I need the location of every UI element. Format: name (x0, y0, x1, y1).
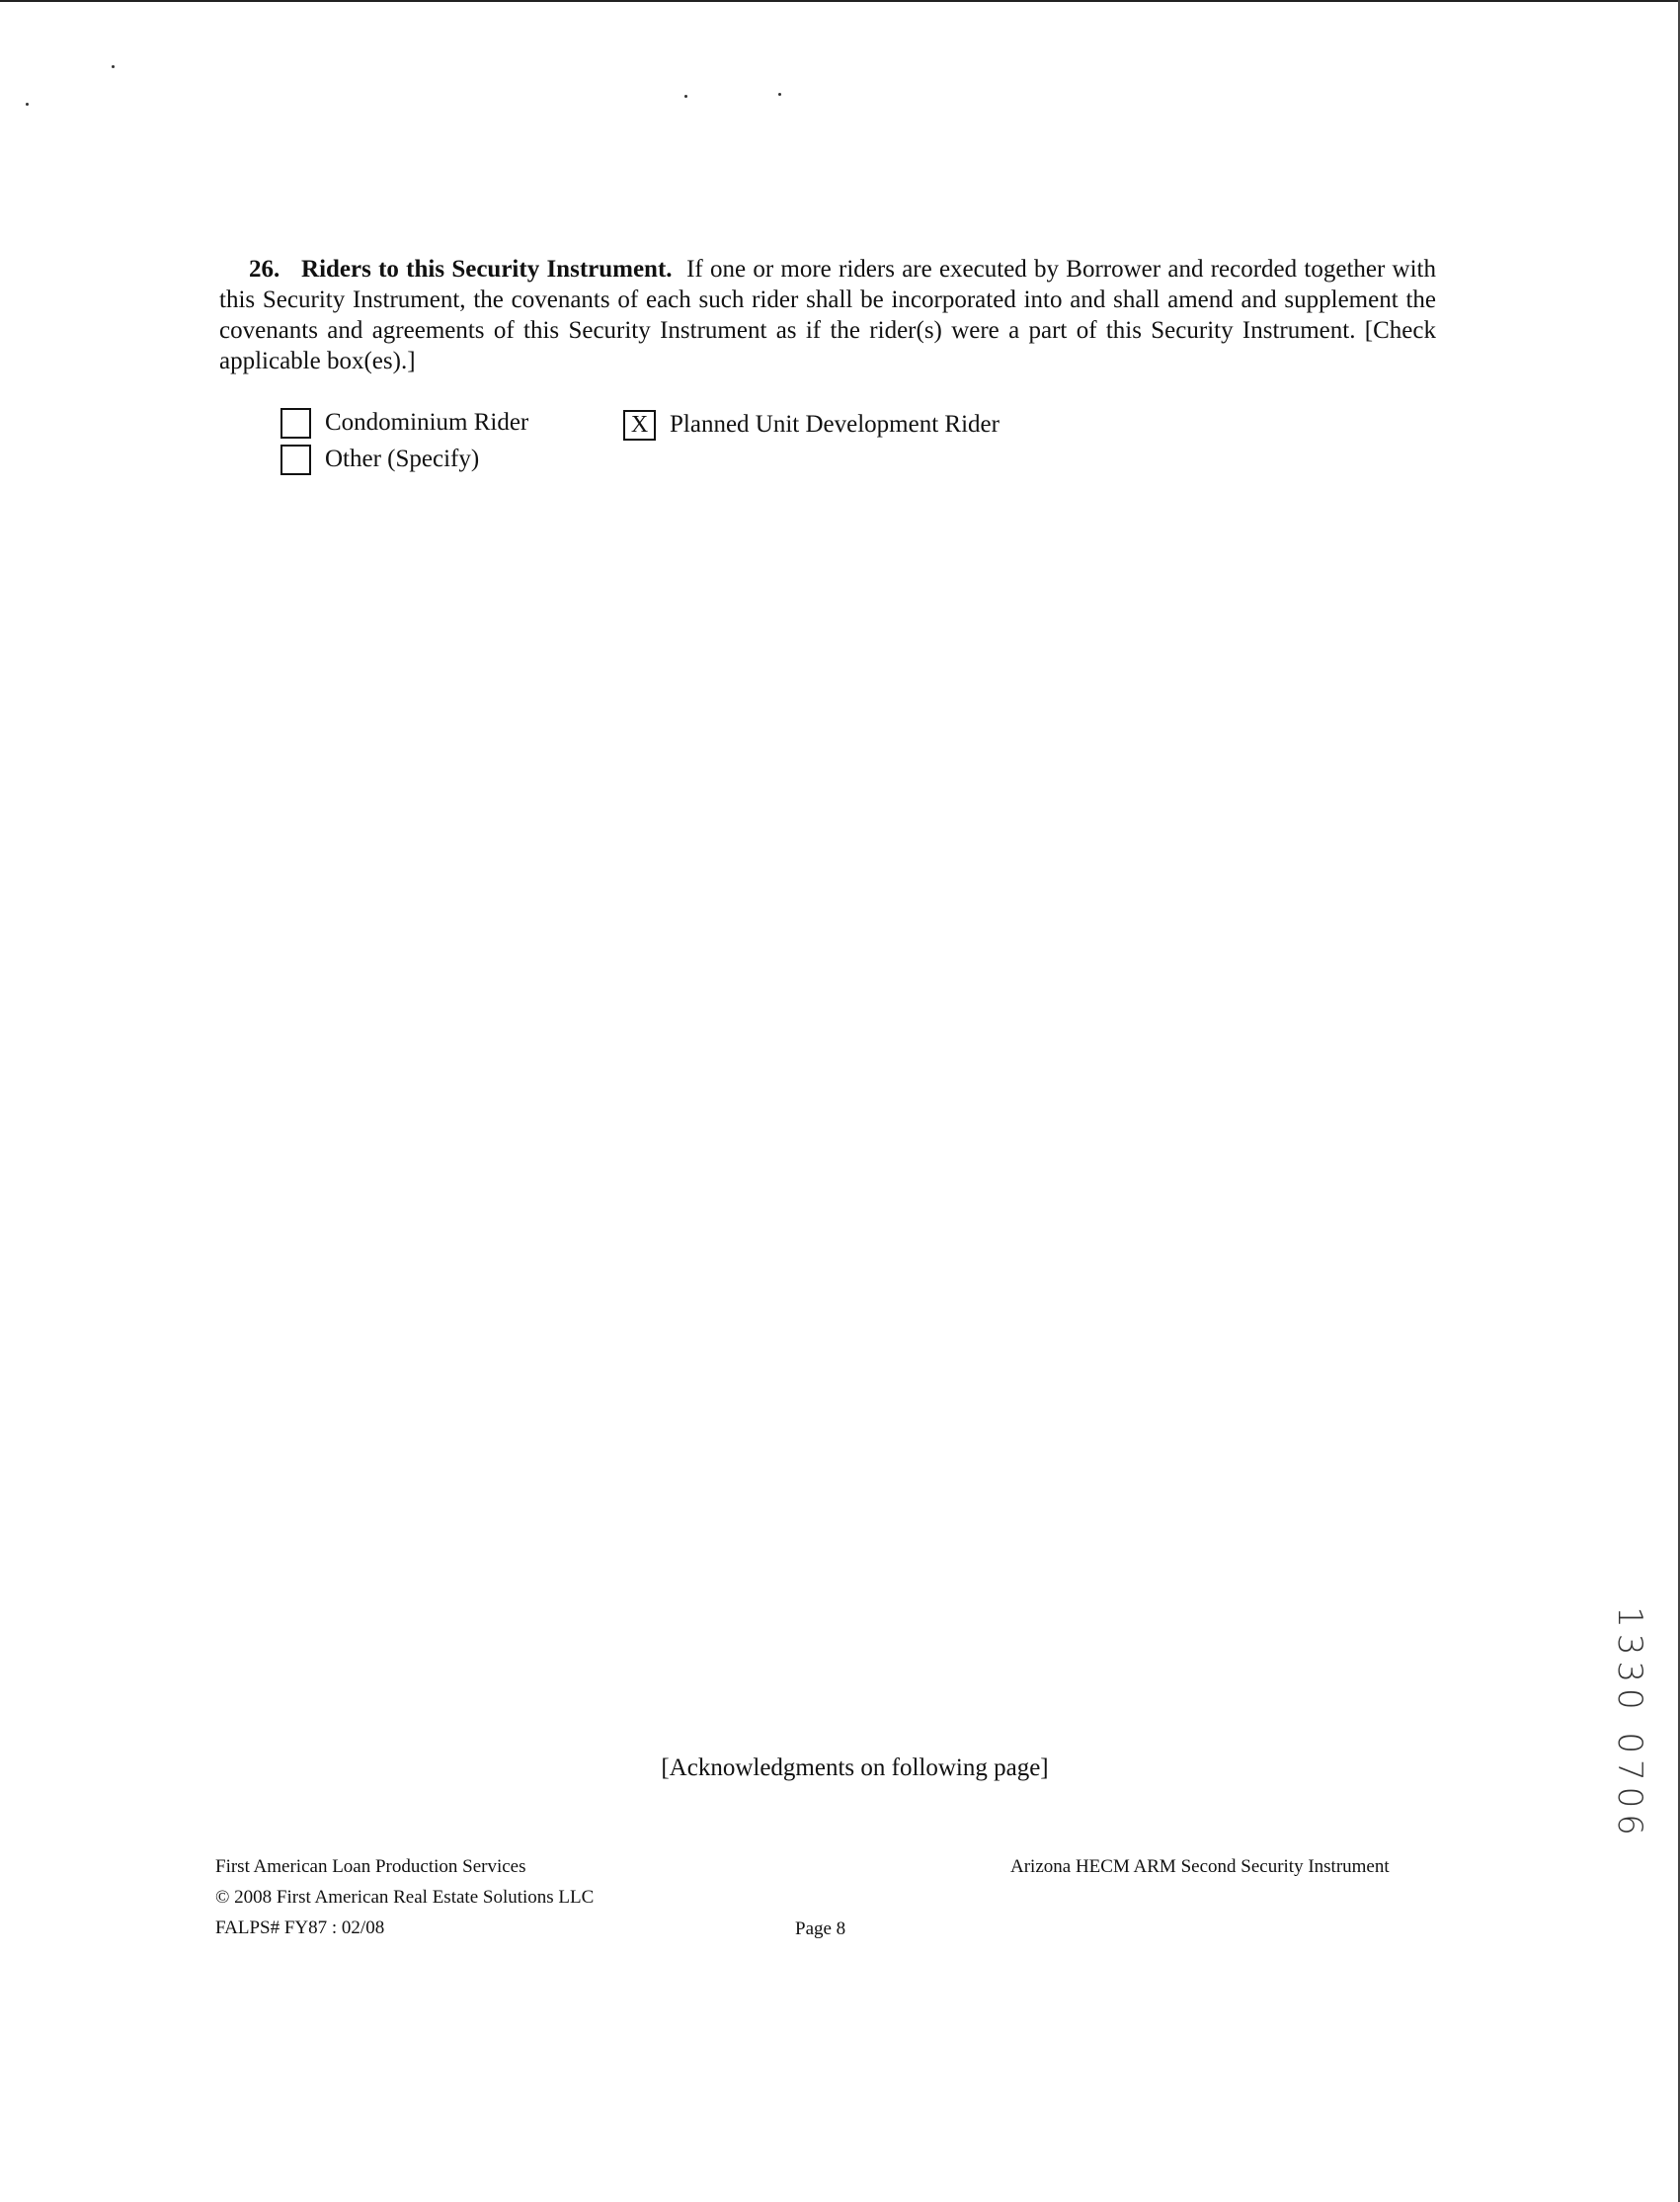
scan-speck (778, 93, 781, 96)
side-recording-stamp (1610, 1590, 1649, 1857)
rider-planned-unit-development[interactable] (623, 407, 1000, 443)
section-body: If one or more riders are executed by Borrower and recorded together with this Security Instrument, the covenants of each such rider shall be incorporated into and shall amend and supplement the covenants and agreements of this Security Instrument as if the rider(s) were a part of this Security Instrument. [Check applicable box(es).] (219, 256, 1437, 374)
scan-speck (684, 95, 687, 98)
top-edge-rule (0, 0, 1680, 2)
section-26-paragraph (219, 254, 1436, 376)
rider-label-condominium: Condominium Rider (325, 409, 529, 436)
acknowledgments-note: [Acknowledgments on following page] (661, 1754, 1049, 1781)
section-number: 26. (249, 256, 280, 283)
checkbox-other-rider[interactable] (280, 445, 311, 475)
checkbox-condominium-rider[interactable] (280, 408, 311, 439)
footer-copyright: © 2008 First American Real Estate Solutions LLC (215, 1887, 595, 1908)
footer-page-number: Page 8 (795, 1918, 846, 1939)
scan-speck (112, 65, 115, 68)
scan-speck (26, 103, 29, 106)
footer-form-id: FALPS# FY87 : 02/08 (215, 1917, 385, 1938)
section-heading: Riders to this Security Instrument. (301, 256, 673, 283)
footer-company: First American Loan Production Services (215, 1856, 526, 1877)
checkbox-planned-unit-development-rider[interactable]: X (623, 410, 656, 441)
rider-other[interactable] (280, 442, 479, 477)
rider-label-planned-unit-development: Planned Unit Development Rider (670, 411, 1000, 438)
rider-label-other: Other (Specify) (325, 446, 480, 472)
footer-document-title: Arizona HECM ARM Second Security Instrument (1010, 1856, 1390, 1877)
section-26 (219, 254, 1436, 376)
rider-condominium[interactable] (280, 405, 528, 441)
footer-left (215, 1851, 594, 1943)
side-stamp-number: 1330 0706 (1610, 1606, 1649, 1841)
